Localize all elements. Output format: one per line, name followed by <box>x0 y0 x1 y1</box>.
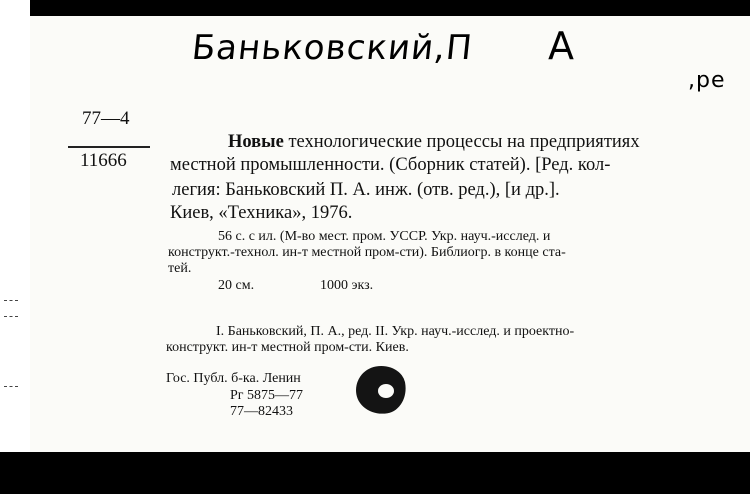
physical-line-3: тей. <box>168 261 192 276</box>
entry-line-1 <box>228 132 640 153</box>
physical-line-1: 56 с. с ил. (М-во мест. пром. УССР. Укр. науч.-исслед. и <box>218 229 551 244</box>
handwritten-author: Баньковский,П <box>189 28 475 68</box>
entry-title-first-word: Новые <box>228 132 284 152</box>
entry-line-3: легия: Баньковский П. А. инж. (отв. ред.), [и др.]. <box>172 180 560 200</box>
shelfmark-bottom: 11666 <box>80 150 127 171</box>
card-edge-strip <box>0 0 30 452</box>
scan-bottom-border <box>0 452 750 494</box>
edge-dash <box>4 300 18 301</box>
handwritten-letter: А <box>548 24 575 68</box>
library-line-2: Рг 5875—77 <box>230 388 304 403</box>
edge-dash <box>4 386 18 387</box>
physical-copies: 1000 экз. <box>320 278 374 293</box>
shelfmark-top: 77—4 <box>82 108 130 129</box>
entry-line-2: местной промышленности. (Сборник статей). [Ред. кол- <box>170 155 611 175</box>
tracings-line-2: конструкт. ин-т местной пром-сти. Киев. <box>166 340 409 355</box>
physical-line-2: конструкт.-технол. ин-т местной пром-сти). Библиогр. в конце ста- <box>168 245 566 260</box>
ink-stamp-hole <box>378 384 394 398</box>
library-line-1: Гос. Публ. б-ка. Ленин <box>166 371 301 386</box>
shelfmark-divider <box>68 146 150 148</box>
physical-size: 20 см. <box>218 278 255 293</box>
entry-title-rest: технологические процессы на предприятиях <box>288 132 640 152</box>
library-line-3: 77—82433 <box>230 404 293 419</box>
entry-line-4: Киев, «Техника», 1976. <box>170 203 353 223</box>
edge-dash <box>4 316 18 317</box>
handwritten-side-note: ,ре <box>688 68 726 93</box>
tracings-line-1: I. Баньковский, П. А., ред. II. Укр. науч.-исслед. и проектно- <box>216 324 575 339</box>
